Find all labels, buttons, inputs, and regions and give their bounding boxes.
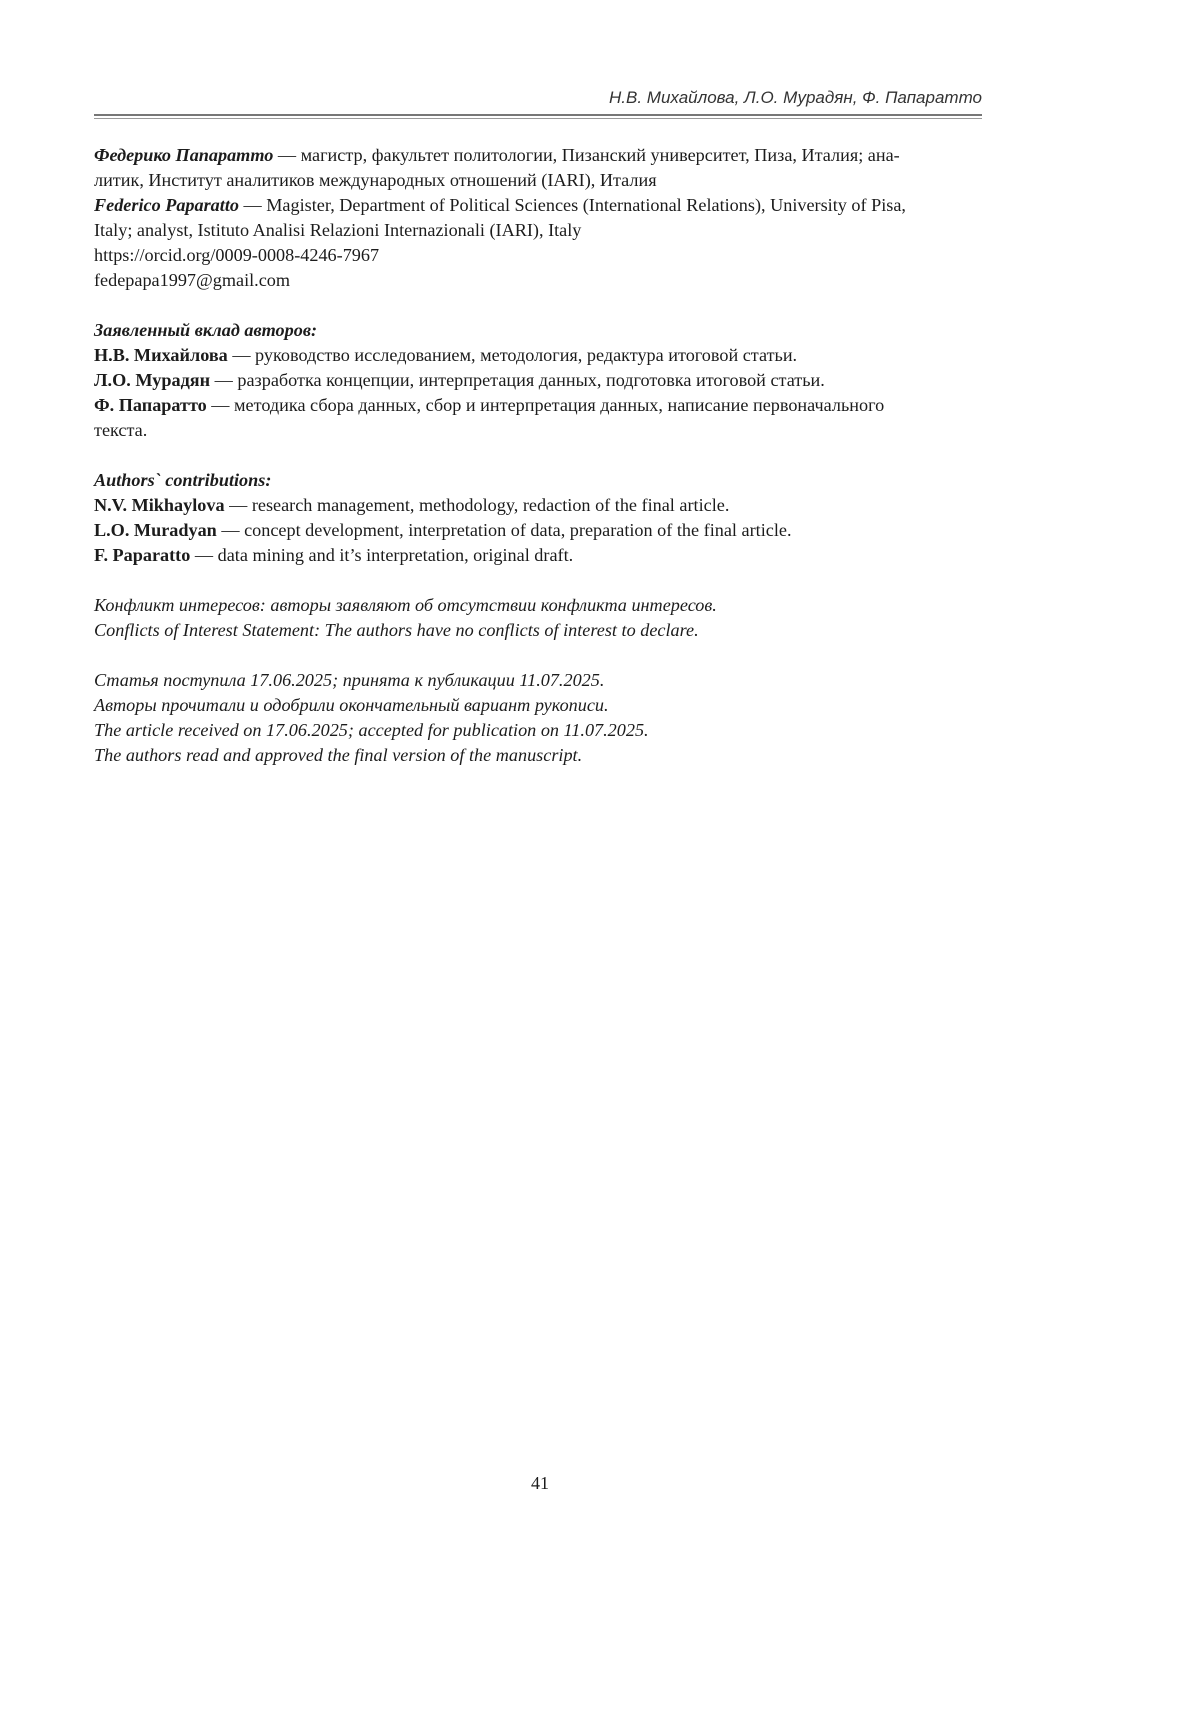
conflict-en: Conflicts of Interest Statement: The authors have no conflicts of interest to declare. [94,620,699,640]
spacer [94,293,994,318]
conflict-ru: Конфликт интересов: авторы заявляют об отсутствии конфликта интересов. [94,595,717,615]
contributions-ru-heading: Заявленный вклад авторов: [94,320,318,340]
author-ru-affiliation-1: — магистр, факультет политологии, Пизанский университет, Пиза, Италия; ана- [273,145,900,165]
author-en-line-1 [94,193,994,218]
contribution-ru-continuation: текста. [94,420,148,440]
spacer [94,443,994,468]
contribution-text: — руководство исследованием, методология, редактура итоговой статьи. [227,345,798,365]
page-number: 41 [531,1473,549,1493]
author-en-name: Federico Paparatto [94,195,239,215]
contribution-text: — data mining and it’s interpretation, original draft. [190,545,574,565]
contribution-en-item [94,493,994,518]
orcid-link[interactable]: https://orcid.org/0009-0008-4246-7967 [94,245,380,265]
contribution-en-item [94,543,994,568]
contributions-en-heading: Authors` contributions: [94,470,272,490]
author-en-affiliation-1: — Magister, Department of Political Sciences (International Relations), University of Pisa, [238,195,906,215]
author-ru-affiliation-2: литик, Институт аналитиков международных отношений (IARI), Италия [94,170,657,190]
spacer [94,568,994,593]
dates-en-approved: The authors read and approved the final version of the manuscript. [94,745,583,765]
author-en-affiliation-2: Italy; analyst, Istituto Analisi Relazioni Internazionali (IARI), Italy [94,220,582,240]
contribution-text: — разработка концепции, интерпретация данных, подготовка итоговой статьи. [210,370,825,390]
contributor-name: N.V. Mikhaylova [94,495,225,515]
contributor-name: Ф. Папаратто [94,395,207,415]
contributor-name: F. Paparatto [94,545,191,565]
author-ru-line-1 [94,143,994,168]
contribution-text: — research management, methodology, redaction of the final article. [224,495,730,515]
contribution-text: — concept development, interpretation of data, preparation of the final article. [216,520,792,540]
author-ru-name: Федерико Папаратто [94,145,274,165]
contributor-name: L.O. Muradyan [94,520,217,540]
email-link[interactable]: fedepapa1997@gmail.com [94,270,291,290]
contribution-ru-item [94,343,994,368]
page-content [94,143,994,768]
contribution-ru-item [94,368,994,393]
dates-en-received: The article received on 17.06.2025; accepted for publication on 11.07.2025. [94,720,649,740]
contribution-text: — методика сбора данных, сбор и интерпретация данных, написание первоначального [206,395,885,415]
header-rule-thin [94,118,982,119]
running-header: Н.В. Михайлова, Л.О. Мурадян, Ф. Папаратто [609,88,982,107]
dates-ru-approved: Авторы прочитали и одобрили окончательный вариант рукописи. [94,695,609,715]
contributor-name: Л.О. Мурадян [94,370,211,390]
header-rule [94,114,982,116]
contribution-ru-item [94,393,994,418]
contributor-name: Н.В. Михайлова [94,345,228,365]
dates-ru-received: Статья поступила 17.06.2025; принята к публикации 11.07.2025. [94,670,605,690]
spacer [94,643,994,668]
contribution-en-item [94,518,994,543]
